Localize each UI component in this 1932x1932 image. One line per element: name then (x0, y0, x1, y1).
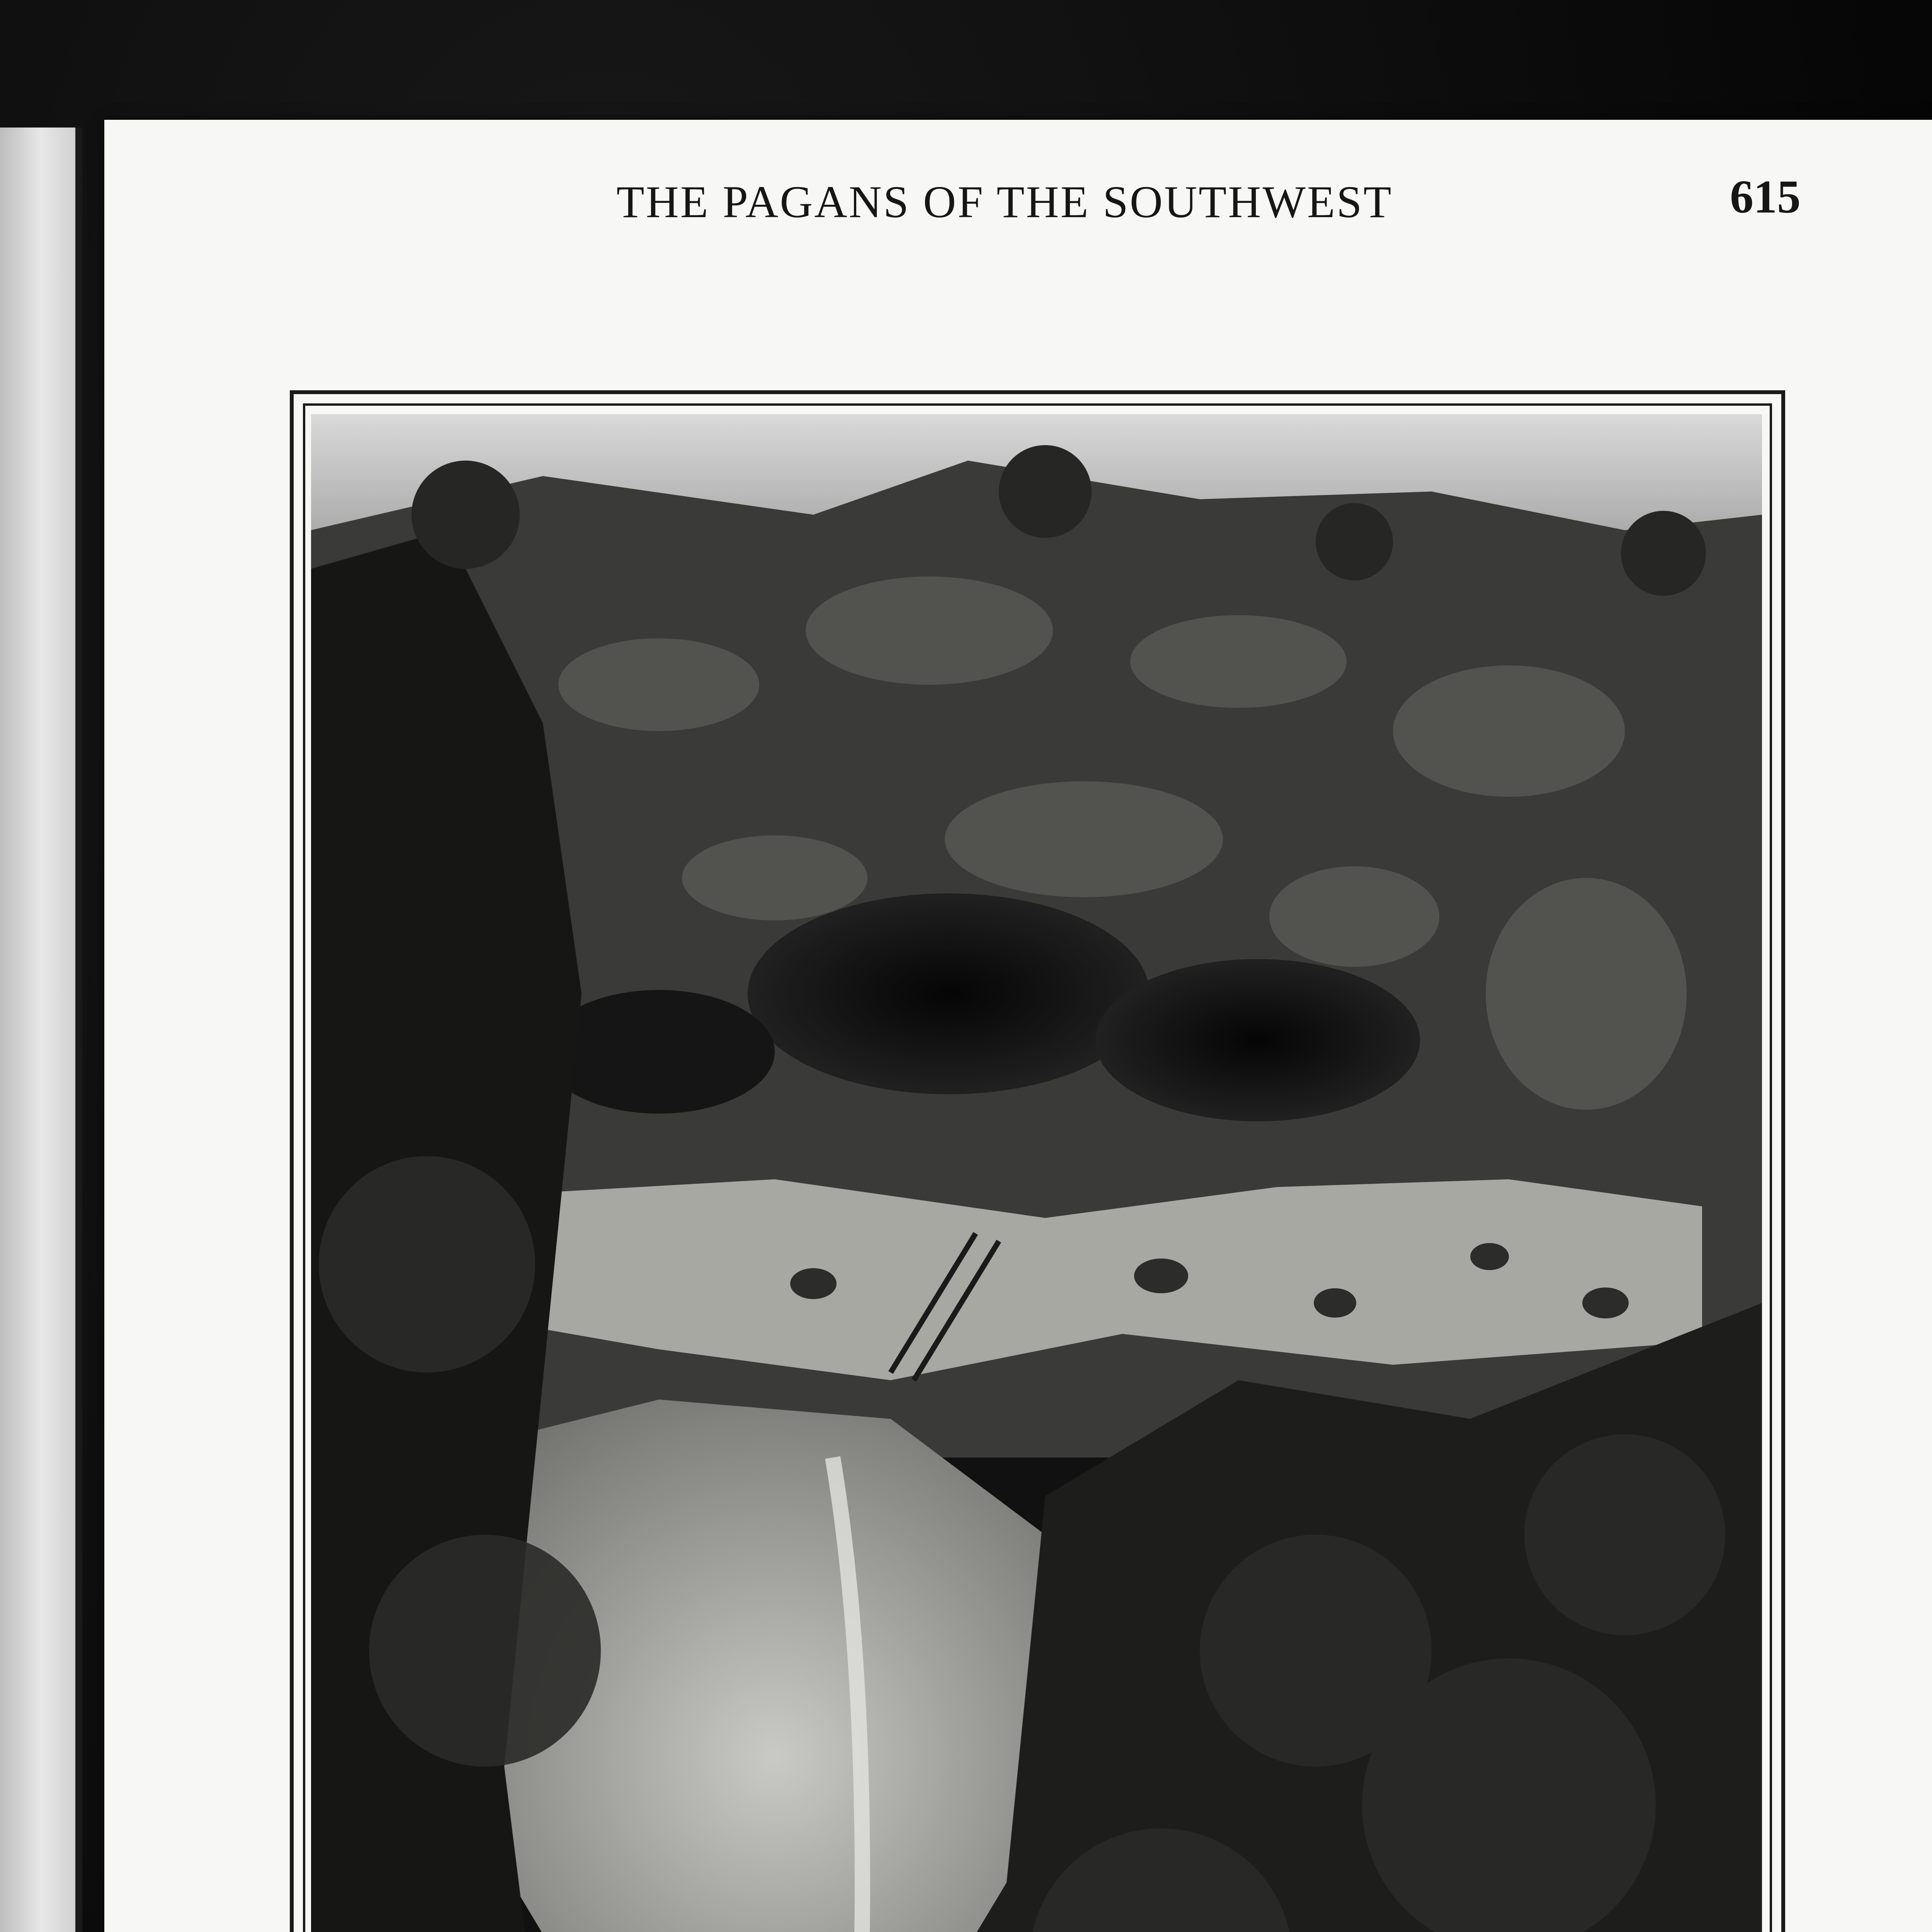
photo-plate (290, 390, 1785, 1932)
page-number: 615 (1730, 171, 1801, 223)
cliff-cave-photograph (311, 414, 1762, 1932)
running-head: THE PAGANS OF THE SOUTHWEST (616, 177, 1393, 227)
photograph-image (311, 414, 1762, 1932)
facing-page-edge (0, 128, 82, 1932)
